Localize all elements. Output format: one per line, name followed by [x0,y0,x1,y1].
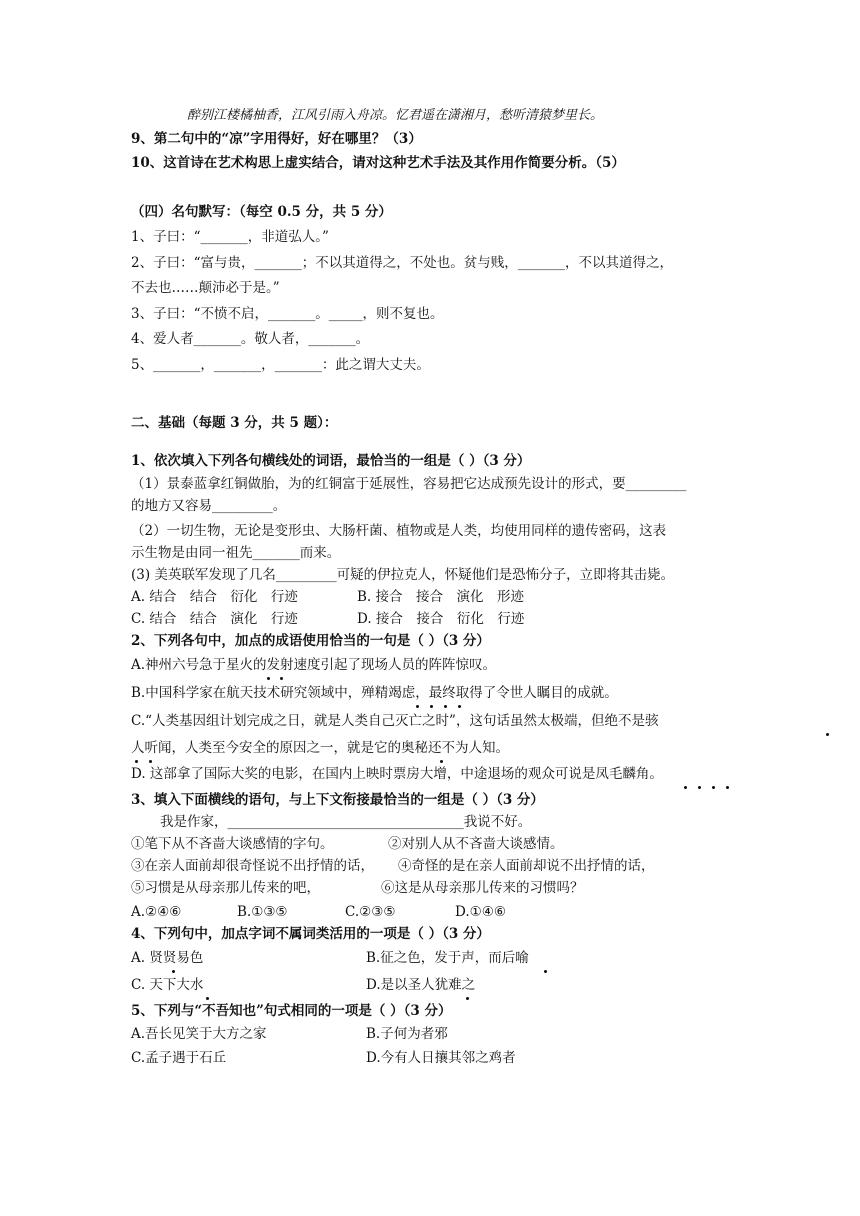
q1-sentence-2: （2）一切生物，无论是变形虫、大肠杆菌、植物或是人类，均使用同样的遗传密码，这表 [131,523,667,539]
recitation-item-1: 1、子曰：“_______，非道弘人。” [131,229,329,245]
q1-sentence-3: (3) 美英联军发现了几名_________可疑的伊拉克人，怀疑他们是恐怖分子，立即将其击毙。 [131,567,675,583]
q1-sentence-1: （1）景泰蓝拿红铜做胎，为的红铜富于延展性，容易把它达成预先设计的形式，要_________ [131,476,687,492]
question-3-stem: 3、填入下面横线的语句，与上下文衔接最恰当的一组是（ ）（3 分） [131,792,544,808]
question-4-stem: 4、下列句中，加点字词不属词类活用的一项是（ ）（3 分） [131,926,490,942]
section-2-title: 二、基础（每题 3 分，共 5 题）： [131,415,338,431]
q4-option-d: D.是以圣人犹难之 [366,977,476,993]
q3-choice-1: ①笔下从不吝啬大谈感情的字句。 [131,836,334,852]
q1-option-a: A. 结合 结合 衍化 行迹 [131,589,298,605]
q4-option-b: B.征之色，发于声，而后喻 [366,950,529,966]
q5-option-c: C.孟子遇于石丘 [131,1050,227,1066]
recitation-item-2: 2、子曰：“富与贵，_______；不以其道得之，不处也。贫与贱，_______，不以其道得之， [131,255,673,271]
q3-option-b: B.①③⑤ [237,904,288,920]
q5-option-d: D.今有人日攘其邻之鸡者 [366,1050,516,1066]
q5-option-a: A.吾长见笑于大方之家 [131,1026,267,1042]
q3-choice-2: ②对别人从不吝啬大谈感情。 [388,836,564,852]
recitation-item-5: 5、_______，_______，_______：此之谓大丈夫。 [131,357,430,373]
q3-option-d: D.①④⑥ [455,904,506,920]
q3-option-c: C.②③⑤ [345,904,396,920]
q3-choice-5: ⑤习惯是从母亲那儿传来的吧， [131,880,320,896]
q1-sentence-2-cont: 示生物是由同一祖先_______而来。 [131,545,341,561]
question-5-stem: 5、下列与“不吾知也”句式相同的一项是（ ）（3 分） [131,1003,452,1019]
q1-sentence-1-cont: 的地方又容易_________。 [131,498,287,514]
q4-option-c: C. 天下大水 [131,977,204,993]
question-2-stem: 2、下列各句中，加点的成语使用恰当的一句是（ ）（3 分） [131,633,490,649]
q2-option-c: C.“人类基因组计划完成之日，就是人类自己灭亡之时”，这句话虽然太极端，但绝不是骇 [131,713,659,729]
recitation-item-2-cont: 不去也……颠沛必于是。” [131,280,280,296]
q2-option-a: A.神州六号急于星火的发射速度引起了现场人员的阵阵惊叹。 [131,657,497,673]
q3-choice-3: ③在亲人面前却很奇怪说不出抒情的话， [131,858,374,874]
q1-option-d: D. 接合 接合 衍化 行迹 [357,611,525,627]
q3-option-a: A.②④⑥ [131,904,182,920]
q3-choice-4: ④奇怪的是在亲人面前却说不出抒情的话， [398,858,655,874]
q1-option-c: C. 结合 结合 演化 行迹 [131,611,298,627]
q3-context: 我是作家，___________________________________我说不好。 [160,814,532,830]
question-10: 10、这首诗在艺术构思上虚实结合，请对这种艺术手法及其作用作简要分析。（5） [131,155,625,171]
question-1-stem: 1、依次填入下列各句横线处的词语，最恰当的一组是（ ）（3 分） [131,453,531,469]
section-4-title: （四）名句默写：（每空 0.5 分，共 5 分） [131,204,392,220]
q2-option-b: B.中国科学家在航天技术研究领域中，殚精竭虑，最终取得了令世人瞩目的成就。 [131,685,618,701]
question-9: 9、第二句中的“凉”字用得好，好在哪里？（3） [131,131,422,147]
q2-option-d: D. 这部拿了国际大奖的电影，在国内上映时票房大增，中途退场的观众可说是凤毛麟角。 [131,766,663,782]
q3-choice-6: ⑥这是从母亲那儿传来的习惯吗？ [381,880,584,896]
recitation-item-4: 4、爱人者_______。敬人者，_______。 [131,331,370,347]
q5-option-b: B.子何为者邪 [366,1026,448,1042]
recitation-item-3: 3、子曰：“不愤不启，_______。_____，则不复也。 [131,306,444,322]
q4-option-a: A. 贤贤易色 [131,950,204,966]
q2-option-c-cont: 人听闻，人类至今安全的原因之一，就是它的奥秘还不为人知。 [131,740,509,756]
poem-line: 醉别江楼橘柚香，江风引雨入舟凉。忆君遥在潇湘月，愁听清猿梦里长。 [187,108,604,123]
q1-option-b: B. 接合 接合 演化 形迹 [357,589,525,605]
